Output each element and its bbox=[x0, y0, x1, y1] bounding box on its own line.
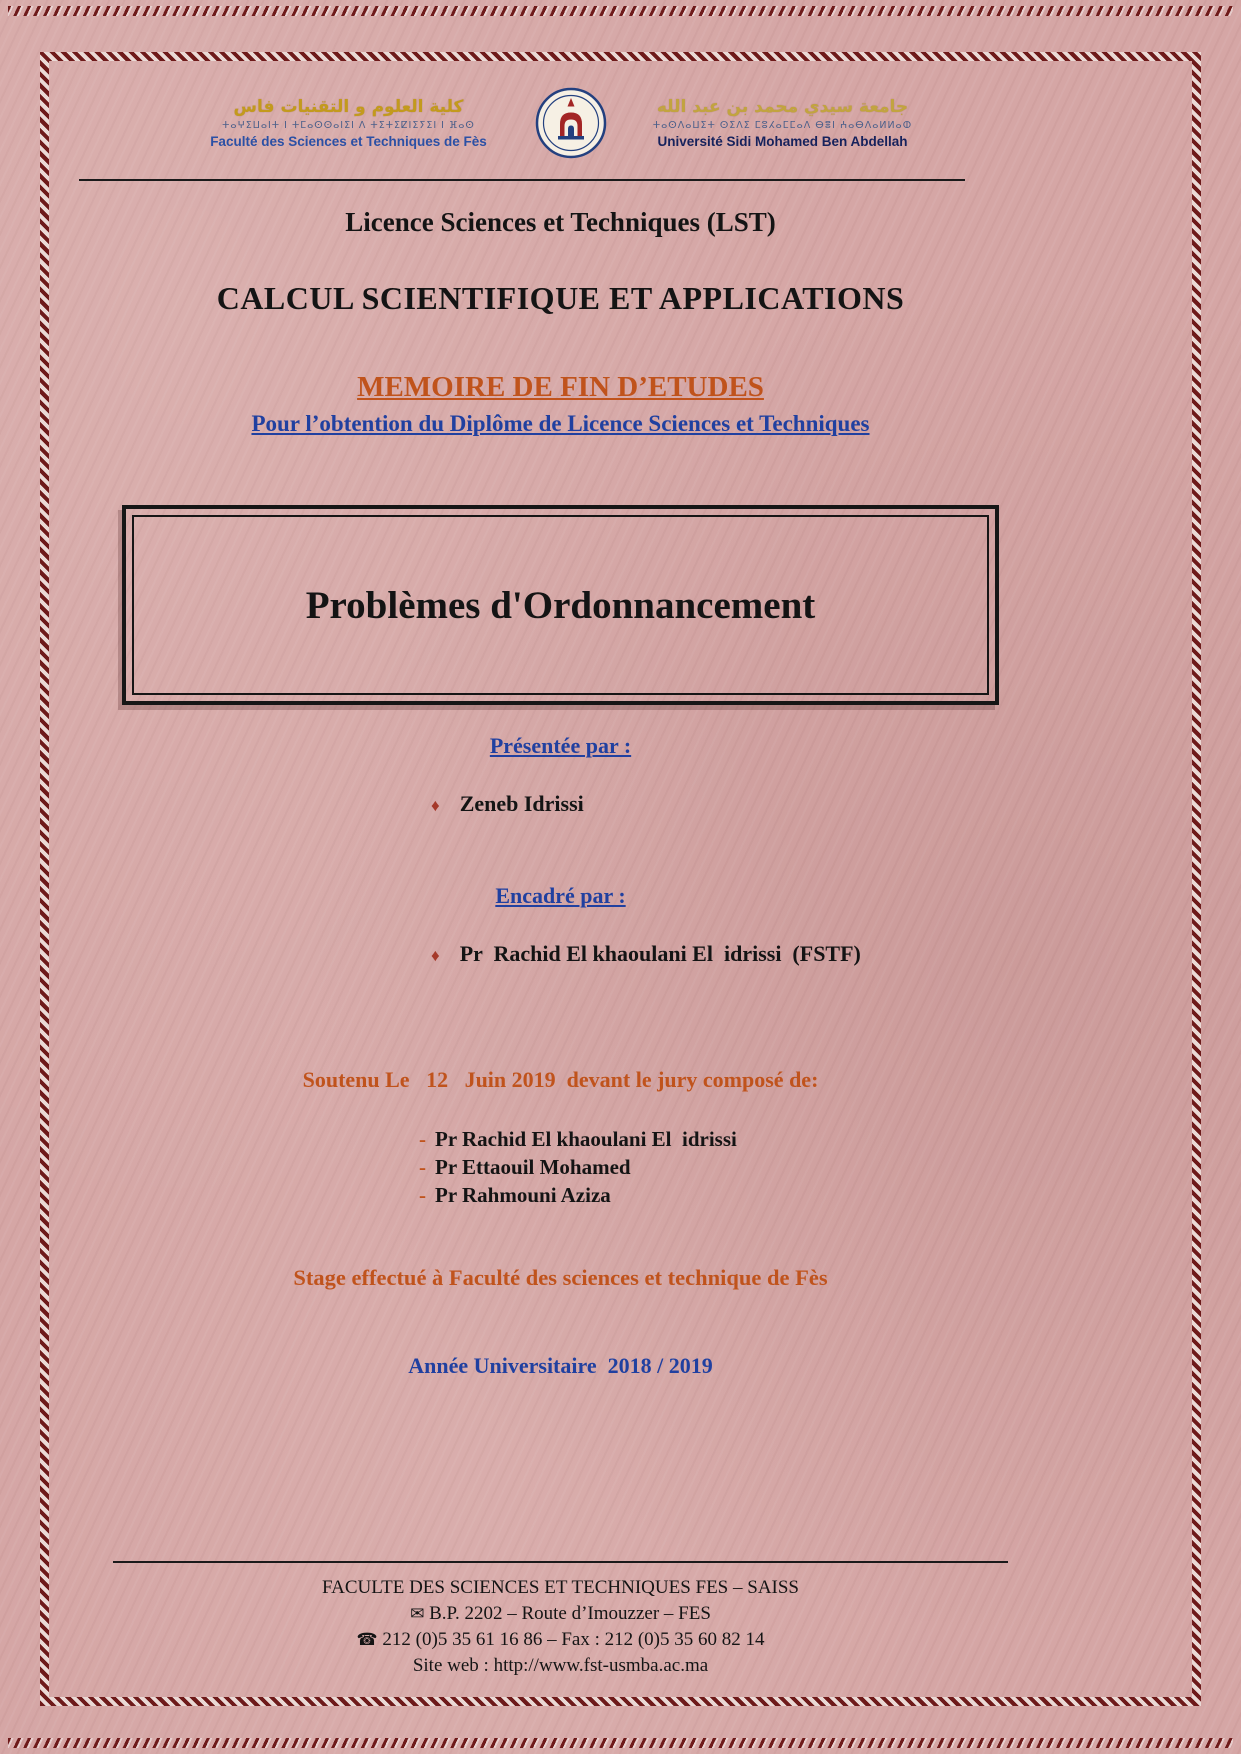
phone-text: 212 (0)5 35 61 16 86 – Fax : 212 (0)5 35 60 82 14 bbox=[382, 1629, 765, 1650]
defense-statement: Soutenu Le 12 Juin 2019 devant le jury composé de: bbox=[302, 1067, 819, 1092]
memoire-subheading: Pour l’obtention du Diplôme de Licence Sciences et Techniques bbox=[251, 411, 870, 436]
diamond-bullet-icon: ♦ bbox=[431, 796, 440, 815]
thesis-title-box-inner bbox=[132, 515, 988, 695]
jury-member-name: Pr Ettaouil Mohamed bbox=[435, 1155, 631, 1179]
author-item bbox=[79, 791, 1042, 817]
specialty-title: CALCUL SCIENTIFIQUE ET APPLICATIONS bbox=[216, 280, 905, 316]
faculty-block bbox=[189, 97, 509, 149]
institution-header bbox=[79, 87, 1042, 159]
jury-dash: - bbox=[419, 1155, 426, 1179]
supervisor-name: Pr Rachid El khaoulani El idrissi (FSTF) bbox=[459, 941, 861, 966]
envelope-icon: ✉ bbox=[410, 1604, 425, 1624]
jury-member-name: Pr Rahmouni Aziza bbox=[435, 1183, 611, 1207]
jury-item bbox=[419, 1125, 1042, 1153]
website-line: Site web : http://www.fst-usmba.ac.ma bbox=[412, 1655, 709, 1676]
academic-year: Année Universitaire 2018 / 2019 bbox=[408, 1353, 713, 1378]
university-logo-icon bbox=[535, 87, 607, 159]
faculty-name-arabic: كلية العلوم و التقنيات فاس bbox=[233, 97, 464, 117]
address-text: B.P. 2202 – Route d’Imouzzer – FES bbox=[429, 1603, 711, 1624]
faculty-name-french: Faculté des Sciences et Techniques de Fès bbox=[210, 134, 487, 149]
university-name-french: Université Sidi Mohamed Ben Abdellah bbox=[657, 134, 908, 149]
internship-statement: Stage effectué à Faculté des sciences et technique de Fès bbox=[293, 1265, 828, 1290]
flex-spacer bbox=[79, 1379, 1042, 1561]
jury-list bbox=[79, 1125, 1042, 1209]
decorative-frame bbox=[40, 52, 1201, 1706]
jury-dash: - bbox=[419, 1183, 426, 1207]
program-title: Licence Sciences et Techniques (LST) bbox=[345, 207, 776, 237]
jury-dash: - bbox=[419, 1127, 426, 1151]
university-block bbox=[633, 97, 933, 149]
faculty-name-tifinagh: ⵜⴰⵖⵉⵡⴰⵏⵜ ⵏ ⵜⵎⴰⵙⵙⴰⵏⵉⵏ ⴷ ⵜⵉⵜⵉⵇⵏⵉⵢⵉⵏ ⵏ ⴼⴰⵙ bbox=[222, 120, 475, 131]
jury-item bbox=[419, 1181, 1042, 1209]
address-line bbox=[79, 1601, 1042, 1627]
top-edge-decoration bbox=[8, 6, 1233, 16]
author-name: Zeneb Idrissi bbox=[459, 791, 584, 816]
phone-line bbox=[79, 1627, 1042, 1653]
jury-item bbox=[419, 1153, 1042, 1181]
supervised-by-label: Encadré par : bbox=[495, 883, 626, 908]
presented-by-label: Présentée par : bbox=[489, 733, 632, 758]
phone-icon: ☎ bbox=[356, 1630, 378, 1650]
page-content bbox=[49, 61, 1192, 1697]
thesis-title: Problèmes d'Ordonnancement bbox=[305, 583, 816, 627]
university-name-arabic: جامعة سيدي محمد بن عبد الله bbox=[656, 97, 909, 117]
diamond-bullet-icon: ♦ bbox=[431, 946, 440, 965]
footer bbox=[79, 1575, 1042, 1679]
thesis-title-box bbox=[122, 505, 998, 705]
jury-member-name: Pr Rachid El khaoulani El idrissi bbox=[435, 1127, 737, 1151]
memoire-heading: MEMOIRE DE FIN D’ETUDES bbox=[357, 371, 764, 403]
footer-divider bbox=[113, 1561, 1009, 1563]
faculty-footer-name: FACULTE DES SCIENCES ET TECHNIQUES FES – SAISS bbox=[321, 1577, 799, 1598]
supervisor-item bbox=[79, 941, 1042, 967]
bottom-edge-decoration bbox=[8, 1738, 1233, 1748]
header-divider bbox=[79, 179, 965, 181]
university-name-tifinagh: ⵜⴰⵙⴷⴰⵡⵉⵜ ⵙⵉⴷⵉ ⵎⵓⵃⴰⵎⵎⴰⴷ ⴱⴻⵏ ⵄⴰⴱⴷⴰⵍⵍⴰⵀ bbox=[652, 120, 913, 131]
